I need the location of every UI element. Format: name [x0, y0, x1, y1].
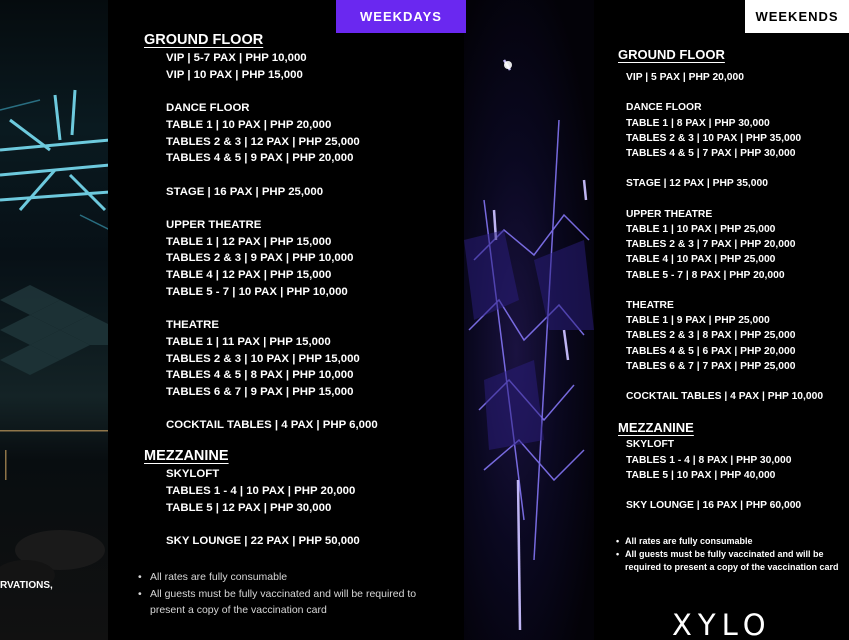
spacer	[618, 483, 849, 498]
rate-line: TABLE 4 | 10 PAX | PHP 25,000	[626, 254, 776, 266]
rate-line: THEATRE	[626, 299, 674, 311]
note-item: • All guests must be fully vaccinated and will be required to present a copy of the vaccination card	[616, 548, 846, 574]
rate-line: TABLE 1 | 12 PAX | PHP 15,000	[166, 235, 332, 248]
weekends-banner: WEEKENDS	[745, 0, 849, 33]
rate-line: VIP | 10 PAX | PHP 15,000	[166, 68, 303, 81]
rate-line: TABLE 1 | 8 PAX | PHP 30,000	[626, 117, 770, 129]
weekends-notes	[616, 535, 846, 574]
rate-line: UPPER THEATRE	[626, 208, 713, 220]
floor-heading: MEZZANINE	[618, 420, 694, 436]
purple-mirror-installation-image	[464, 0, 594, 640]
weekends-rate-list	[618, 45, 849, 513]
rate-line: TABLE 5 | 12 PAX | PHP 30,000	[166, 501, 332, 514]
floor-heading: MEZZANINE	[144, 448, 229, 465]
rate-line: TABLE 5 - 7 | 8 PAX | PHP 20,000	[626, 269, 785, 281]
rate-line: VIP | 5-7 PAX | PHP 10,000	[166, 52, 307, 64]
middle-photo-panel	[464, 0, 594, 640]
rate-line: STAGE | 12 PAX | PHP 35,000	[626, 178, 768, 190]
rate-line: STAGE | 16 PAX | PHP 25,000	[166, 185, 324, 198]
rate-line: TABLES 2 & 3 | 7 PAX | PHP 20,000	[626, 239, 796, 251]
rate-line: TABLES 6 & 7 | 9 PAX | PHP 15,000	[166, 386, 354, 398]
spacer	[618, 404, 849, 418]
weekdays-banner: WEEKDAYS	[336, 0, 466, 33]
rate-line: SKYLOFT	[626, 439, 675, 451]
floor-heading: GROUND FLOOR	[618, 47, 725, 62]
middle-right-divider	[594, 0, 599, 640]
rate-line: TABLES 2 & 3 | 9 PAX | PHP 10,000	[166, 252, 354, 265]
spacer	[144, 200, 464, 217]
spacer	[144, 167, 464, 184]
spacer	[618, 85, 849, 100]
rate-line: VIP | 5 PAX | PHP 20,000	[626, 72, 744, 83]
rate-line: SKY LOUNGE | 16 PAX | PHP 60,000	[626, 500, 802, 512]
spacer	[144, 83, 464, 100]
rate-line: SKY LOUNGE | 22 PAX | PHP 50,000	[166, 534, 360, 547]
rate-line: TABLES 1 - 4 | 8 PAX | PHP 30,000	[626, 454, 792, 466]
spacer	[618, 283, 849, 298]
left-divider	[108, 0, 112, 640]
xylo-logo: XYLO	[672, 608, 772, 640]
rate-line: TABLES 2 & 3 | 10 PAX | PHP 15,000	[166, 352, 360, 365]
rate-line: COCKTAIL TABLES | 4 PAX | PHP 6,000	[166, 419, 378, 432]
rate-line: TABLES 2 & 3 | 10 PAX | PHP 35,000	[626, 132, 802, 144]
spacer	[144, 301, 464, 318]
rate-line: TABLES 4 & 5 | 6 PAX | PHP 20,000	[626, 345, 796, 357]
rate-line: TABLE 5 | 10 PAX | PHP 40,000	[626, 469, 776, 481]
rate-line: TABLES 2 & 3 | 12 PAX | PHP 25,000	[166, 135, 360, 148]
spacer	[144, 401, 464, 418]
cut-off-text: RVATIONS,	[0, 580, 53, 591]
rate-line: TABLE 1 | 11 PAX | PHP 15,000	[166, 335, 331, 348]
rate-line: TABLES 6 & 7 | 7 PAX | PHP 25,000	[626, 360, 796, 372]
rate-line: THEATRE	[166, 319, 219, 332]
rate-line: TABLES 4 & 5 | 8 PAX | PHP 10,000	[166, 369, 354, 382]
rate-line: TABLES 4 & 5 | 7 PAX | PHP 30,000	[626, 148, 796, 159]
spacer	[618, 374, 849, 389]
rate-line: DANCE FLOOR	[166, 102, 250, 115]
rate-line: TABLES 2 & 3 | 8 PAX | PHP 25,000	[626, 330, 796, 342]
spacer	[144, 516, 464, 533]
spacer	[618, 192, 849, 207]
rate-line: TABLE 1 | 9 PAX | PHP 25,000	[626, 315, 770, 327]
weekdays-notes	[138, 569, 448, 619]
note-item: • All rates are fully consumable	[138, 569, 448, 586]
rate-line: TABLES 1 - 4 | 10 PAX | PHP 20,000	[166, 484, 356, 497]
rate-line: TABLE 1 | 10 PAX | PHP 25,000	[626, 223, 776, 235]
rate-line: TABLES 4 & 5 | 9 PAX | PHP 20,000	[166, 152, 354, 165]
neon-light-fixture-image	[0, 0, 110, 640]
left-photo-panel	[0, 0, 110, 640]
spacer	[618, 161, 849, 176]
rate-line: DANCE FLOOR	[626, 102, 702, 114]
rate-line: TABLE 5 - 7 | 10 PAX | PHP 10,000	[166, 285, 348, 298]
rate-line: TABLE 1 | 10 PAX | PHP 20,000	[166, 118, 332, 131]
weekdays-rate-list	[144, 30, 464, 550]
rate-line: UPPER THEATRE	[166, 218, 262, 231]
floor-heading: GROUND FLOOR	[144, 32, 264, 48]
note-item: • All rates are fully consumable	[616, 535, 846, 548]
rate-line: TABLE 4 | 12 PAX | PHP 15,000	[166, 269, 332, 282]
rate-line: SKYLOFT	[166, 468, 220, 481]
rate-line: COCKTAIL TABLES | 4 PAX | PHP 10,000	[626, 391, 824, 403]
note-item: • All guests must be fully vaccinated and will be required to present a copy of the vaccination card	[138, 586, 448, 619]
spacer	[144, 434, 464, 446]
